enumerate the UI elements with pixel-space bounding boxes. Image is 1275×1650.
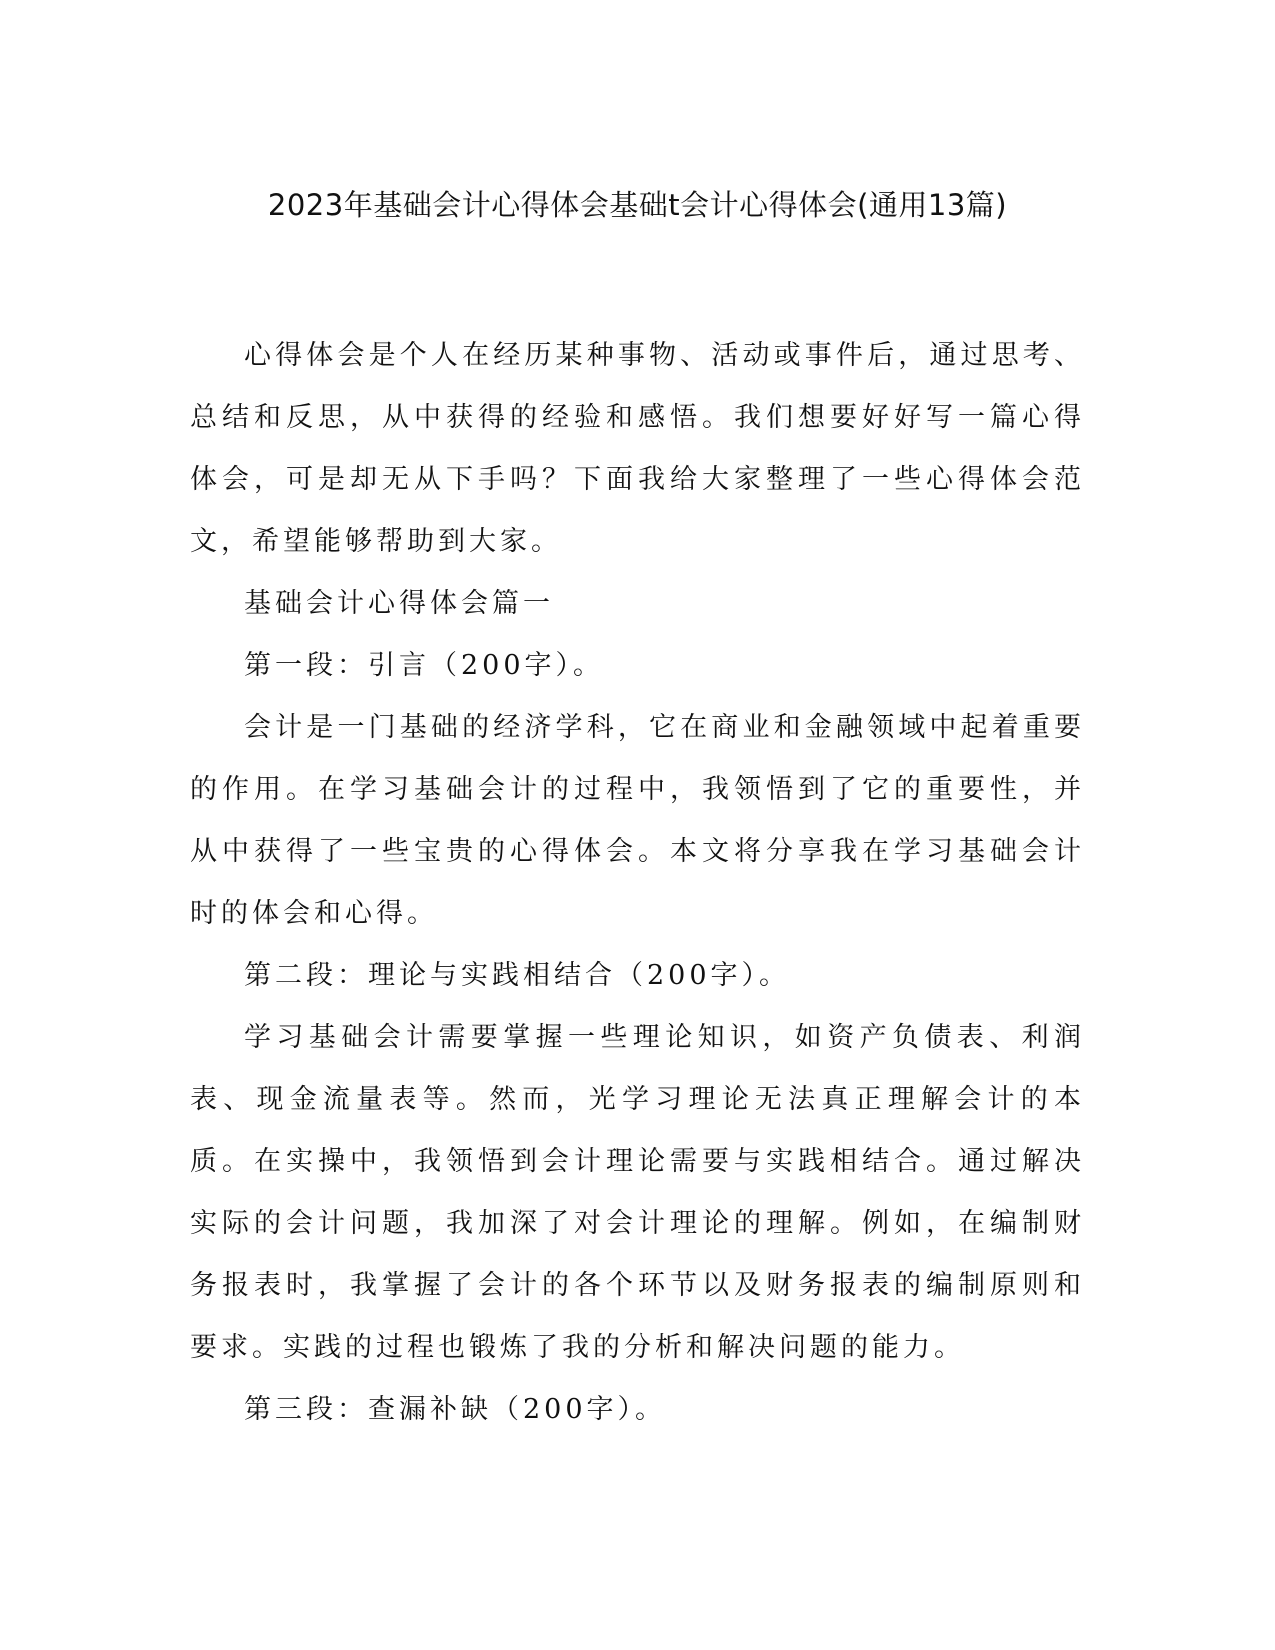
body-paragraph-intro: 会计是一门基础的经济学科，它在商业和金融领域中起着重要的作用。在学习基础会计的过程中，我领悟到了它的重要性，并从中获得了一些宝贵的心得体会。本文将分享我在学习基础会计时的体会和心得。 xyxy=(190,712,1085,929)
section-heading-part-one: 第一段：引言（200字）。 xyxy=(244,650,605,681)
section-heading-part-two: 第二段：理论与实践相结合（200字）。 xyxy=(244,960,791,991)
document-title: 2023年基础会计心得体会基础t会计心得体会(通用13篇) xyxy=(267,188,1008,222)
section-heading-part-three: 第三段：查漏补缺（200字）。 xyxy=(244,1394,667,1425)
intro-paragraph: 心得体会是个人在经历某种事物、活动或事件后，通过思考、总结和反思，从中获得的经验和感悟。我们想要好好写一篇心得体会，可是却无从下手吗？下面我给大家整理了一些心得体会范文，希望能够帮助到大家。 xyxy=(190,340,1085,557)
section-heading-chapter-one: 基础会计心得体会篇一 xyxy=(244,588,554,619)
document-body xyxy=(190,325,1085,1441)
body-paragraph-theory-practice: 学习基础会计需要掌握一些理论知识，如资产负债表、利润表、现金流量表等。然而，光学习理论无法真正理解会计的本质。在实操中，我领悟到会计理论需要与实践相结合。通过解决实际的会计问题，我加深了对会计理论的理解。例如，在编制财务报表时，我掌握了会计的各个环节以及财务报表的编制原则和要求。实践的过程也锻炼了我的分析和解决问题的能力。 xyxy=(190,1022,1085,1363)
